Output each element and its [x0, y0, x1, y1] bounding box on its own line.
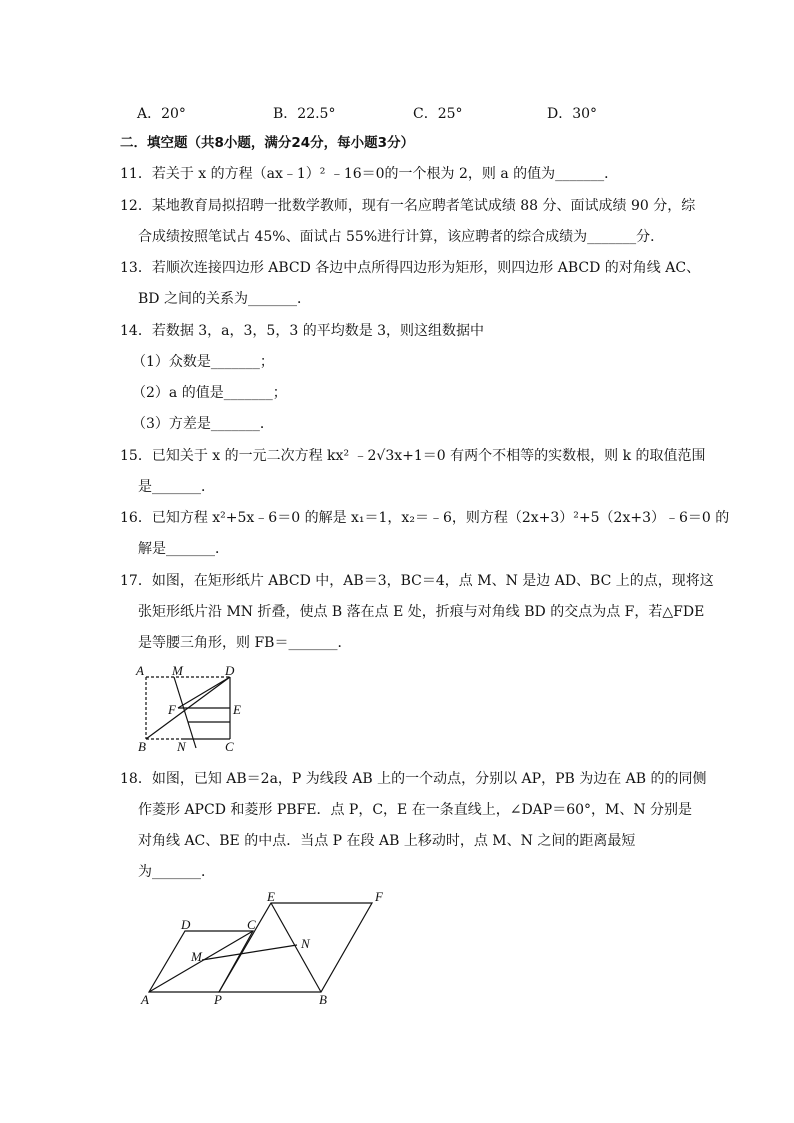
label-a: A	[141, 992, 149, 1007]
question-17-line-2: 张矩形纸片沿 MN 折叠，使点 B 落在点 E 处，折痕与对角线 BD 的交点为点 F，若△FDE	[138, 604, 705, 620]
figure-18-two-rhombi	[135, 885, 395, 1010]
label-b: B	[319, 992, 327, 1007]
question-17-line-1: 17．如图，在矩形纸片 ABCD 中，AB＝3，BC＝4，点 M、N 是边 AD、BC 上的点，现将这	[120, 573, 714, 589]
figure-17-rectangle-fold	[130, 660, 260, 755]
label-m: M	[191, 949, 202, 964]
option-c: C．25°	[413, 106, 463, 122]
label-e: E	[267, 889, 275, 904]
option-d: D．30°	[547, 106, 598, 122]
option-b: B．22.5°	[273, 106, 336, 122]
question-16-line-2: 解是_______．	[138, 541, 229, 557]
label-m: M	[172, 663, 183, 678]
section-title: 二．填空题（共8小题，满分24分，每小题3分）	[120, 135, 415, 151]
question-15-line-1: 15．已知关于 x 的一元二次方程 kx² ﹣2√3x+1＝0 有两个不相等的实数根，则 k 的取值范围	[120, 448, 706, 464]
question-14-stem: 14．若数据 3，a，3，5，3 的平均数是 3，则这组数据中	[120, 323, 485, 339]
question-18-line-3: 对角线 AC、BE 的中点．当点 P 在段 AB 上移动时，点 M、N 之间的距离最短	[138, 833, 636, 849]
question-12-line-1: 12．某地教育局拟招聘一批数学教师，现有一名应聘者笔试成绩 88 分、面试成绩 90 分，综	[120, 198, 696, 214]
label-d: D	[225, 663, 235, 678]
option-a: A．20°	[137, 106, 186, 122]
label-p: P	[214, 992, 222, 1007]
question-13-line-1: 13．若顺次连接四边形 ABCD 各边中点所得四边形为矩形，则四边形 ABCD 的对角线 AC、	[120, 260, 701, 276]
label-d: D	[181, 917, 191, 932]
label-c: C	[247, 917, 256, 932]
question-11: 11．若关于 x 的方程（ax﹣1）² ﹣16＝0的一个根为 2，则 a 的值为_______．	[120, 166, 619, 182]
question-18-line-4: 为_______．	[138, 864, 215, 880]
question-18-line-2: 作菱形 APCD 和菱形 PBFE．点 P，C，E 在一条直线上，∠DAP＝60°，M、N 分别是	[138, 802, 693, 818]
question-16-line-1: 16．已知方程 x²+5x﹣6＝0 的解是 x₁＝1，x₂＝﹣6，则方程（2x+3）²+5（2x+3）﹣6＝0 的	[120, 510, 730, 526]
question-14-part-1: （1）众数是_______；	[132, 354, 274, 370]
question-17-line-3: 是等腰三角形，则 FB＝_______．	[138, 635, 352, 651]
question-14-part-3: （3）方差是_______．	[132, 416, 274, 432]
question-18-line-1: 18．如图，已知 AB＝2a，P 为线段 AB 上的一个动点，分别以 AP，PB 为边在 AB 的的同侧	[120, 771, 707, 787]
label-f: F	[375, 889, 383, 904]
label-c: C	[225, 739, 234, 754]
label-n: N	[301, 936, 310, 951]
label-e: E	[233, 702, 241, 717]
label-a: A	[136, 663, 144, 678]
question-14-part-2: （2）a 的值是_______；	[132, 385, 287, 401]
label-n: N	[177, 739, 186, 754]
label-f: F	[168, 702, 176, 717]
question-12-line-2: 合成绩按照笔试占 45%、面试占 55%进行计算，该应聘者的综合成绩为_______分．	[138, 229, 665, 245]
question-15-line-2: 是_______．	[138, 479, 215, 495]
question-13-line-2: BD 之间的关系为_______．	[138, 291, 311, 307]
label-b: B	[138, 739, 146, 754]
